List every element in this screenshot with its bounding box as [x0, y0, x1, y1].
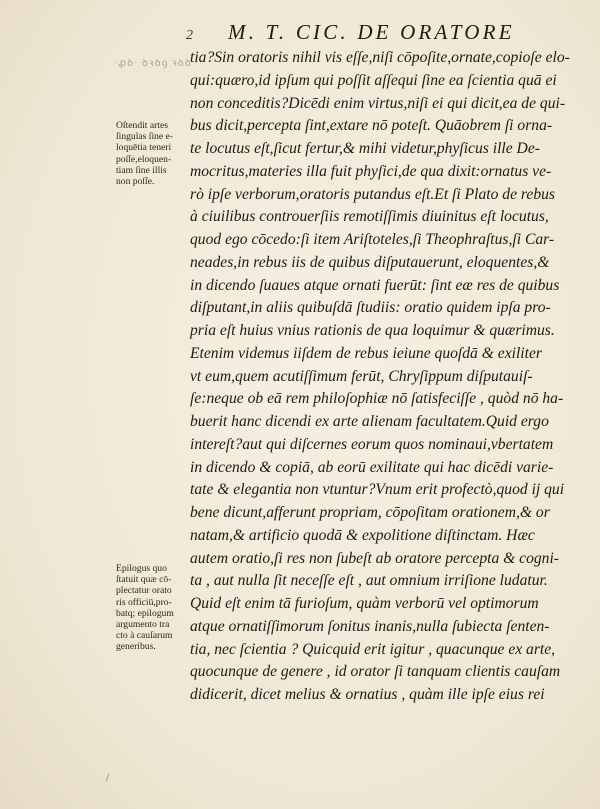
text-line: intereſt?aut qui diſcernes eorum quos nominaui,vbertatem [190, 435, 554, 453]
text-line: tate & elegantia non vtuntur?Vnum erit profectò,quod ij qui [190, 481, 565, 499]
text-line: te locutus eſt,ſicut fertur,& mihi videtur,phyſicus ille De- [190, 140, 540, 157]
margin-note-line: plectatur orato [116, 585, 172, 597]
text-line: pria eſt huius vnius rationis de qua loquimur & quærimus. [190, 322, 555, 339]
text-line: tia, nec ſcientia ? Quicquid erit igitur , quacunque ex arte, [190, 640, 556, 658]
text-line: bene dicunt,afferunt propriam, cōpoſitam orationem,& or [190, 504, 550, 521]
margin-note-line: poſſe,eloquen- [116, 153, 172, 165]
folio-mark: 2 [186, 28, 193, 43]
text-line: diſputant,in aliis quibuſdā ſtudiis: oratio quidem ipſa pro- [190, 299, 551, 317]
margin-note-line: ſingulas ſine e- [116, 131, 174, 143]
text-line: tia?Sin oratoris nihil vis eſſe,niſi cōpoſite,ornate,copioſe elo- [190, 49, 570, 66]
text-line: non conceditis?Dicēdi enim virtus,niſi ei qui dicit,ea de qui- [190, 94, 566, 112]
text-line: quod ego cōcedo:ſi item Ariſtoteles,ſi Theophraſtus,ſi Car- [190, 231, 555, 248]
crease-mark: / [106, 770, 110, 784]
margin-note-1 [116, 120, 190, 187]
text-line: mocritus,materies illa fuit phyſici,de qua dixit:ornatus ve- [190, 162, 552, 180]
bleed-through-text: ·ꝓꝺ· ꝺꝛꝺꝯ ꝛꝺꝺ [114, 58, 192, 69]
text-line: ſe:neque ob eā rem philoſophiæ nō ſatisfeciſſe , quòd nō ha- [190, 390, 564, 408]
text-line: vt eum,quem acutiſſimum ferūt, Chryſippum diſputauiſ- [190, 367, 533, 385]
text-line: buerit hanc dicendi ex arte alienam facultatem.Quid ergo [190, 413, 549, 430]
margin-note-line: cto à cauſarum [116, 630, 173, 642]
margin-note-line: ſtatuit quæ cō- [116, 574, 172, 586]
main-text-block [190, 47, 592, 707]
margin-note-line: batq; epilogum [116, 607, 174, 619]
text-line: rò ipſe verborum,oratoris putandus eſt.Et ſi Plato de rebus [190, 185, 555, 203]
margin-note-line: tiam ſine illis [116, 164, 167, 176]
margin-note-line: ris officiū,pro- [116, 596, 172, 608]
margin-note-2 [116, 563, 190, 653]
text-line: neades,in rebus iis de quibus diſputauerunt, eloquentes,& [190, 253, 550, 271]
text-line: à ciuilibus controuerſiis remotiſſimis diuinitus eſt locutus, [190, 208, 549, 226]
running-head: M. T. CIC. DE ORATORE [228, 20, 515, 44]
text-line: bus dicit,percepta ſint,extare nō poteſt. Quāobrem ſi orna- [190, 117, 553, 135]
margin-note-line: Oſtendit artes [116, 120, 168, 131]
margin-note-line: argumento tra [116, 619, 170, 631]
text-line: ta , aut nulla ſit neceſſe eſt , aut omnium irriſione ludatur. [190, 572, 548, 590]
text-line: in dicendo ſuaues atque ornati fuerūt: ſint eæ res de quibus [190, 276, 560, 294]
text-line: didicerit, dicet melius & ornatius , quàm ille ipſe eius rei [190, 686, 545, 703]
text-line: qui:quæro,id ipſum qui poſſit aſſequi ſine ea ſcientia quā ei [190, 71, 557, 89]
margin-note-line: generibus. [116, 641, 156, 653]
text-line: autem oratio,ſi res non ſubeſt ab oratore percepta & cogni- [190, 549, 560, 567]
text-line: Quid eſt enim tā furioſum, quàm verborū vel optimorum [190, 595, 539, 612]
text-line: natam,& artificio quodā & expolitione diſtinctam. Hæc [190, 526, 535, 544]
margin-note-line: non poſſe. [116, 176, 155, 188]
margin-note-line: Epilogus quo [116, 563, 167, 574]
margin-note-line: loquētia teneri [116, 142, 172, 154]
text-line: in dicendo & copiā, ab eorū exilitate qui hac dicēdi varie- [190, 458, 554, 476]
text-line: atque ornatiſſimorum ſonitus inanis,nulla ſubiecta ſenten- [190, 617, 550, 635]
text-line: quocunque de genere , id orator ſi tanquam clientis cauſam [190, 663, 561, 681]
text-line: Etenim videmus iiſdem de rebus ieiune quoſdā & exiliter [190, 344, 542, 362]
